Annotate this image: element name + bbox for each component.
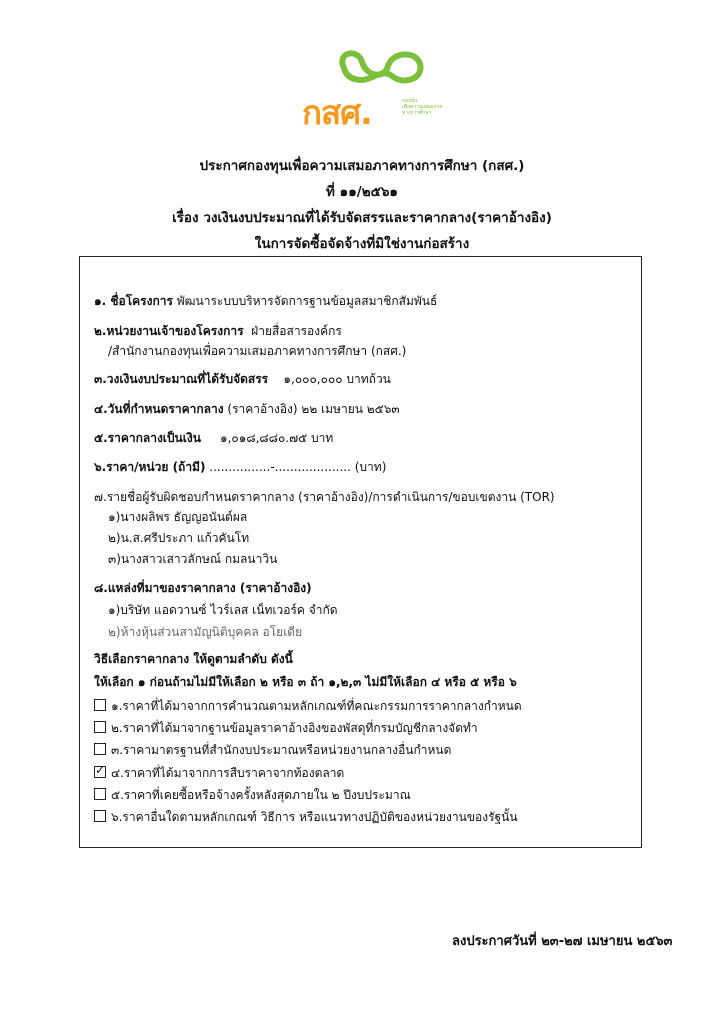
owner-row: ๒.หน่วยงานเจ้าของโครงการ ฝ่ายสื่อสารองค์กร — [94, 324, 342, 338]
method-title: วิธีเลือกราคากลาง ให้ดูตามลำดับ ดังนี้ — [94, 652, 293, 666]
logo-text: กสศ. — [302, 93, 372, 132]
responsible-person: ๓)นางสาวเสาวลักษณ์ กมลนาวิน — [108, 552, 278, 566]
checked-checkbox-icon[interactable] — [94, 766, 106, 778]
checkbox-icon[interactable] — [94, 699, 106, 711]
announcement-date: ลงประกาศวันที่ ๒๓-๒๗ เมษายน ๒๕๖๓ — [452, 934, 673, 949]
responsible-person: ๒)น.ส.ศรีประภา แก้วคันโท — [108, 531, 250, 545]
announcement-number: ที่ ๑๑/๒๕๖๑ — [326, 184, 398, 200]
logo-subtitle: กองทุน เพื่อความเสมอภาค ทางการศึกษา — [402, 98, 443, 116]
source-title: ๘.แหล่งที่มาของราคากลาง (ราคาอ้างอิง) — [94, 581, 312, 595]
option-row[interactable]: ๓.ราคามาตรฐานที่สำนักงบประมาณหรือหน่วยงานกลางอื่นกำหนด — [94, 741, 451, 760]
owner-row-2: /สำนักงานกองทุนเพื่อความเสมอภาคทางการศึกษา (กสศ.) — [108, 344, 407, 358]
source-item: ๑)บริษัท แอดวานซ์ ไวร์เลส เน็ทเวอร์ค จำกัด — [108, 603, 338, 617]
responsible-title: ๗.รายชื่อผู้รับผิดชอบกำหนดราคากลาง (ราคาอ้างอิง)/การดำเนินการ/ขอบเขตงาน (TOR) — [94, 490, 555, 504]
checkbox-icon[interactable] — [94, 721, 106, 733]
project-row: ๑. ชื่อโครงการ พัฒนาระบบบริหารจัดการฐานข้อมูลสมาชิกสัมพันธ์ — [94, 294, 438, 308]
announcement-subject: เรื่อง วงเงินงบประมาณที่ได้รับจัดสรรและราคากลาง(ราคาอ้างอิง) — [172, 210, 552, 226]
checkbox-icon[interactable] — [94, 743, 106, 755]
responsible-person: ๑)นางผลิพร ธัญญอนันต์ผล — [108, 510, 248, 524]
option-row[interactable]: ๕.ราคาที่เคยซื้อหรือจ้างครั้งหลังสุดภายใน ๒ ปีงบประมาณ — [94, 786, 411, 805]
announcement-title: ประกาศกองทุนเพื่อความเสมอภาคทางการศึกษา (กสศ.) — [199, 158, 525, 174]
price-row: ๕.ราคากลางเป็นเงิน ๑,๐๑๘,๘๘๐.๗๕ บาท — [94, 431, 334, 445]
budget-row: ๓.วงเงินงบประมาณที่ได้รับจัดสรร ๑,๐๐๐,๐๐๐ บาทถ้วน — [94, 372, 391, 386]
option-row[interactable]: ๑.ราคาที่ได้มาจากการคำนวณตามหลักเกณฑ์ที่คณะกรรมการราคากลางกำหนด — [94, 697, 522, 716]
date-row: ๔.วันที่กำหนดราคากลาง (ราคาอ้างอิง) ๒๒ เมษายน ๒๕๖๓ — [94, 402, 400, 416]
announcement-subject-2: ในการจัดซื้อจัดจ้างที่มิใช่งานก่อสร้าง — [254, 236, 470, 252]
option-row[interactable]: ๒.ราคาที่ได้มาจากฐานข้อมูลราคาอ้างอิงของพัสดุที่กรมบัญชีกลางจัดทำ — [94, 719, 478, 738]
checkbox-icon[interactable] — [94, 788, 106, 800]
checkbox-icon[interactable] — [94, 810, 106, 822]
unit-price-row: ๖.ราคา/หน่วย (ถ้ามี) ................-.................... (บาท) — [94, 460, 387, 474]
option-row[interactable]: ๖.ราคาอื่นใดตามหลักเกณฑ์ วิธีการ หรือแนวทางปฏิบัติของหน่วยงานของรัฐนั้น — [94, 808, 518, 827]
source-item: ๒)ห้างหุ้นส่วนสามัญนิติบุคคล อโยเดีย — [108, 625, 303, 639]
option-row[interactable]: ✓๔.ราคาที่ได้มาจากการสืบราคาจากท้องตลาด — [94, 764, 344, 783]
method-rule: ให้เลือก ๑ ก่อนถ้ามไม่มีให้เลือก ๒ หรือ ๓ ถ้า ๑,๒,๓ ไม่มีให้เลือก ๔ หรือ ๕ หรือ ๖ — [94, 675, 517, 689]
